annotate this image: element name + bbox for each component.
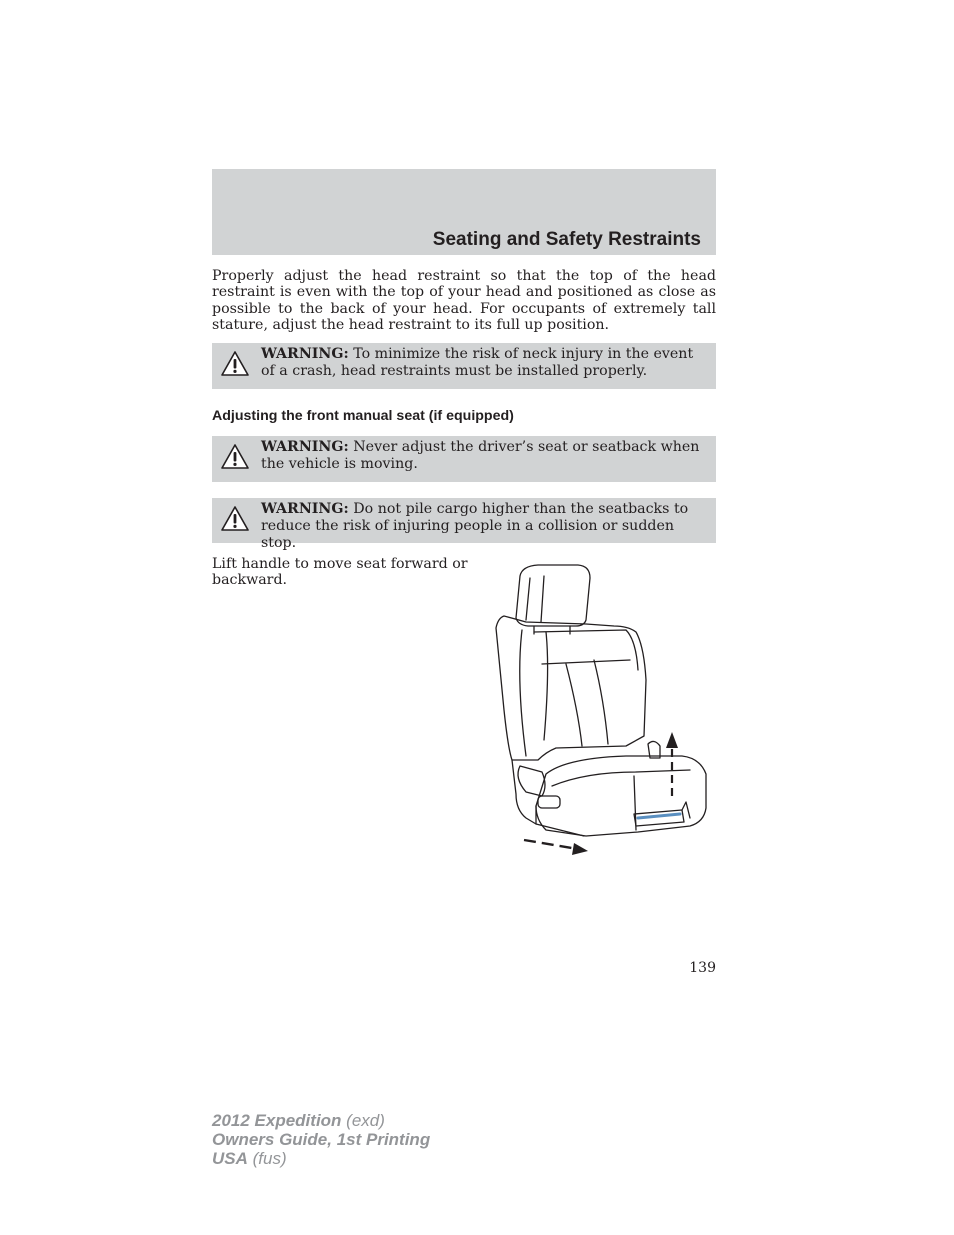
footer-line-2 bbox=[212, 1130, 430, 1149]
warning-body: Never adjust the driver’s seat or seatback when the vehicle is moving. bbox=[261, 439, 700, 472]
warning-box-head-restraint bbox=[212, 343, 716, 389]
footer bbox=[212, 1111, 430, 1168]
warning-triangle-icon bbox=[220, 350, 250, 377]
warning-triangle-icon bbox=[220, 505, 250, 532]
warning-text bbox=[261, 346, 708, 380]
warning-box-seat-moving bbox=[212, 436, 716, 482]
warning-label: WARNING: bbox=[261, 501, 349, 517]
warning-triangle-icon bbox=[220, 443, 250, 470]
warning-text bbox=[261, 439, 708, 473]
warning-label: WARNING: bbox=[261, 439, 349, 455]
footer-market: USA bbox=[212, 1149, 248, 1168]
warning-body: To minimize the risk of neck injury in the event of a crash, head restraints must be installed properly. bbox=[261, 346, 694, 379]
section-title: Seating and Safety Restraints bbox=[432, 229, 701, 250]
seat-illustration bbox=[486, 560, 714, 860]
warning-body: Do not pile cargo higher than the seatbacks to reduce the risk of injuring people in a collision or sudden stop. bbox=[261, 501, 689, 551]
seat-instruction: Lift handle to move seat forward or backward. bbox=[212, 556, 468, 589]
footer-guide: Owners Guide, 1st Printing bbox=[212, 1130, 431, 1149]
footer-market-code: (fus) bbox=[252, 1149, 287, 1168]
section-header-band bbox=[212, 169, 716, 255]
subheading: Adjusting the front manual seat (if equipped) bbox=[212, 408, 514, 424]
footer-line-1 bbox=[212, 1111, 430, 1130]
footer-line-3 bbox=[212, 1149, 430, 1168]
warning-label: WARNING: bbox=[261, 346, 349, 362]
footer-model: 2012 Expedition bbox=[212, 1111, 342, 1130]
warning-text bbox=[261, 501, 708, 552]
footer-model-code: (exd) bbox=[346, 1111, 385, 1130]
intro-paragraph: Properly adjust the head restraint so that the top of the head restraint is even with the top of your head and positioned as close as possible to the back of your head. For occupants of extremely tall stature, adjust the head restraint to its full up position. bbox=[212, 268, 716, 334]
warning-box-cargo bbox=[212, 498, 716, 551]
page-number: 139 bbox=[689, 960, 716, 976]
